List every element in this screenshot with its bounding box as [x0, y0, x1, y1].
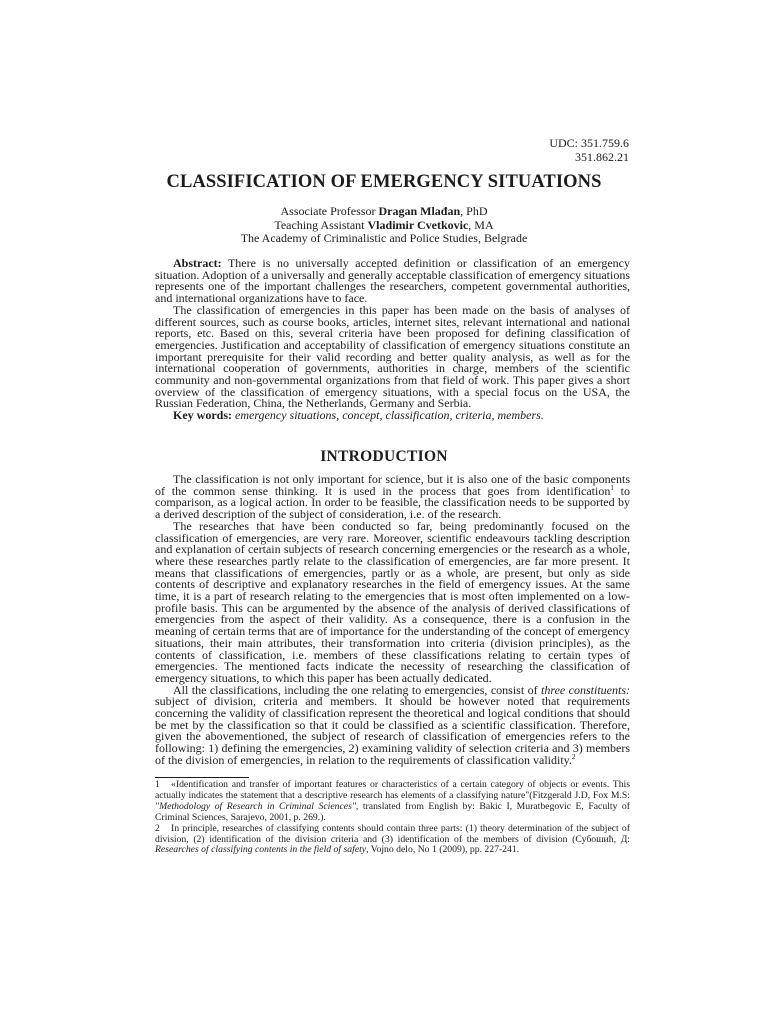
author-2-degree: , MA: [468, 217, 494, 232]
footnote-1-italic: "Methodology of Research in Criminal Sciences": [155, 800, 356, 812]
intro-p1-text-a: The classification is not only important for science, but it is also one of the basic components of the common sense thinking. It is used in the process that goes from identification: [155, 472, 630, 498]
intro-p3-text-b: subject of division, criteria and members. It should be however noted that requirements concerning the validity of classification represent the theoretical and logical conditions that should be met by the classification so that it could be classified as a scientific classification. Therefore, given the abovementioned, the subject of research of classification of emergencies refers to the following: 1) defining the emergencies, 2) examining validity of selection criteria and 3) members of the division of emergencies, in relation to the requirements of classification validity.: [155, 694, 630, 767]
author-1-role: Associate Professor: [280, 204, 376, 218]
keywords-text: emergency situations, concept, classification, criteria, members.: [232, 408, 544, 423]
intro-p3-italic: three constituents:: [541, 682, 630, 697]
paper-title: CLASSIFICATION OF EMERGENCY SITUATIONS: [166, 172, 602, 192]
section-heading-introduction: INTRODUCTION: [320, 448, 448, 465]
footnote-1-text-a: «Identification and transfer of important features or characteristics of a certain category of objects or events. This actually indicates the statement that a descriptive research has elements of a classifying nature"(Fitzgerald J.D, Fox M.S:: [155, 779, 630, 801]
author-1-degree: , PhD: [460, 204, 488, 218]
footnote-2-italic: Researches of classifying contents in the field of safety: [155, 844, 367, 856]
author-2-role: Teaching Assistant: [274, 217, 365, 232]
footnote-2: [155, 824, 630, 857]
footnotes-section: [155, 780, 630, 856]
introduction-section: [155, 474, 630, 767]
author-2: [0, 219, 768, 233]
footnote-ref-2: 2: [571, 752, 576, 761]
footnote-2-text-a: In principle, researches of classifying contents should contain three parts: (1) theory determination of the subject of division, (2) identification of the division criteria and (3) identification of the members of division (Субошић, Д:: [155, 822, 630, 845]
author-1: [0, 205, 768, 219]
footnote-divider: [155, 777, 249, 778]
keywords-label: Key words:: [173, 408, 232, 423]
intro-paragraph-3: [155, 682, 630, 767]
udc-line-1: UDC: 351.759.6: [549, 136, 629, 150]
author-block: [0, 205, 768, 246]
abstract-label: Abstract:: [173, 256, 222, 270]
footnote-2-text-b: , Vojno delo, No 1 (2009), pp. 227-241.: [366, 844, 520, 856]
abstract-paragraph-1: [155, 258, 630, 305]
intro-paragraph-2: The researches that have been conducted so far, being predominantly focused on the classification of emergencies, are very rare. Moreover, scientific endeavours tackling description and explanation of certain subjects of research concerning emergencies or the research as a whole, where these researches partly relate to the classification of emergencies, are far more present. It means that classifications of emergencies, partly or as a whole, are present, but only as side contents of descriptive and explanatory researches in the field of emergency issues. At the same time, it is a part of research relating to the emergencies that is most often implemented on a low-profile basis. This can be argumented by the absence of the analysis of derived classifications of emergencies from the aspect of their validity. As a consequence, there is a confusion in the meaning of certain terms that are of importance for the understanding of the concept of emergency situations, their main attributes, their transformation into criteria (division principles), as the contents of classification, i.e. members of these classifications relating to certain types of emergencies. The mentioned facts indicate the necessity of researching the classification of emergency situations, to which this paper has been actually dedicated.: [155, 518, 630, 685]
abstract-paragraph-2: The classification of emergencies in this paper has been made on the basis of analyses of different sources, such as course books, articles, internet sites, relevant international and national reports, etc. Based on this, several criteria have been proposed for defining classification of emergencies. Justification and acceptability of classification of emergency situations constitute an important prerequisite for their valid recording and better quality analysis, as well as for the international cooperation of governments, authorities in charge, members of the scientific community and non-governmental organizations from that field of work. This paper gives a short overview of the classification of emergency situations, with a special focus on the USA, the Russian Federation, China, the Netherlands, Germany and Serbia.: [155, 302, 630, 411]
abstract-section: [155, 258, 630, 422]
abstract-text-1: There is no universally accepted definition or classification of an emergency situation. Adoption of a universally and generally acceptable classification of emergency situations represents one of the important challenges the researchers, competent governmental authorities, and international organizations have to face.: [155, 256, 630, 306]
footnote-1-text-b: , translated from English by: Bakic I, Muratbegovic E, Faculty of Criminal Sciences, Sarajevo, 2001, p. 269.).: [155, 800, 631, 823]
keywords-paragraph: [155, 410, 630, 422]
intro-p1-text-b: to comparison, as a logical action. In order to be feasible, the classification needs to be supported by a derived description of the subject of consideration, i.e. of the research.: [155, 483, 630, 522]
intro-p3-text-a: All the classifications, including the one relating to emergencies, consist of: [173, 682, 542, 697]
author-2-name: Vladimir Cvetkovic: [367, 217, 469, 232]
affiliation: The Academy of Criminalistic and Police Studies, Belgrade: [240, 231, 528, 245]
footnote-1: [155, 780, 630, 824]
udc-code: [549, 136, 629, 164]
author-1-name: Dragan Mlađan: [378, 204, 461, 218]
footnote-1-number: 1: [155, 779, 160, 790]
footnote-2-number: 2: [155, 822, 160, 834]
intro-paragraph-1: [155, 474, 630, 521]
footnote-ref-1: 1: [610, 483, 614, 492]
udc-line-2: 351.862.21: [575, 150, 629, 164]
